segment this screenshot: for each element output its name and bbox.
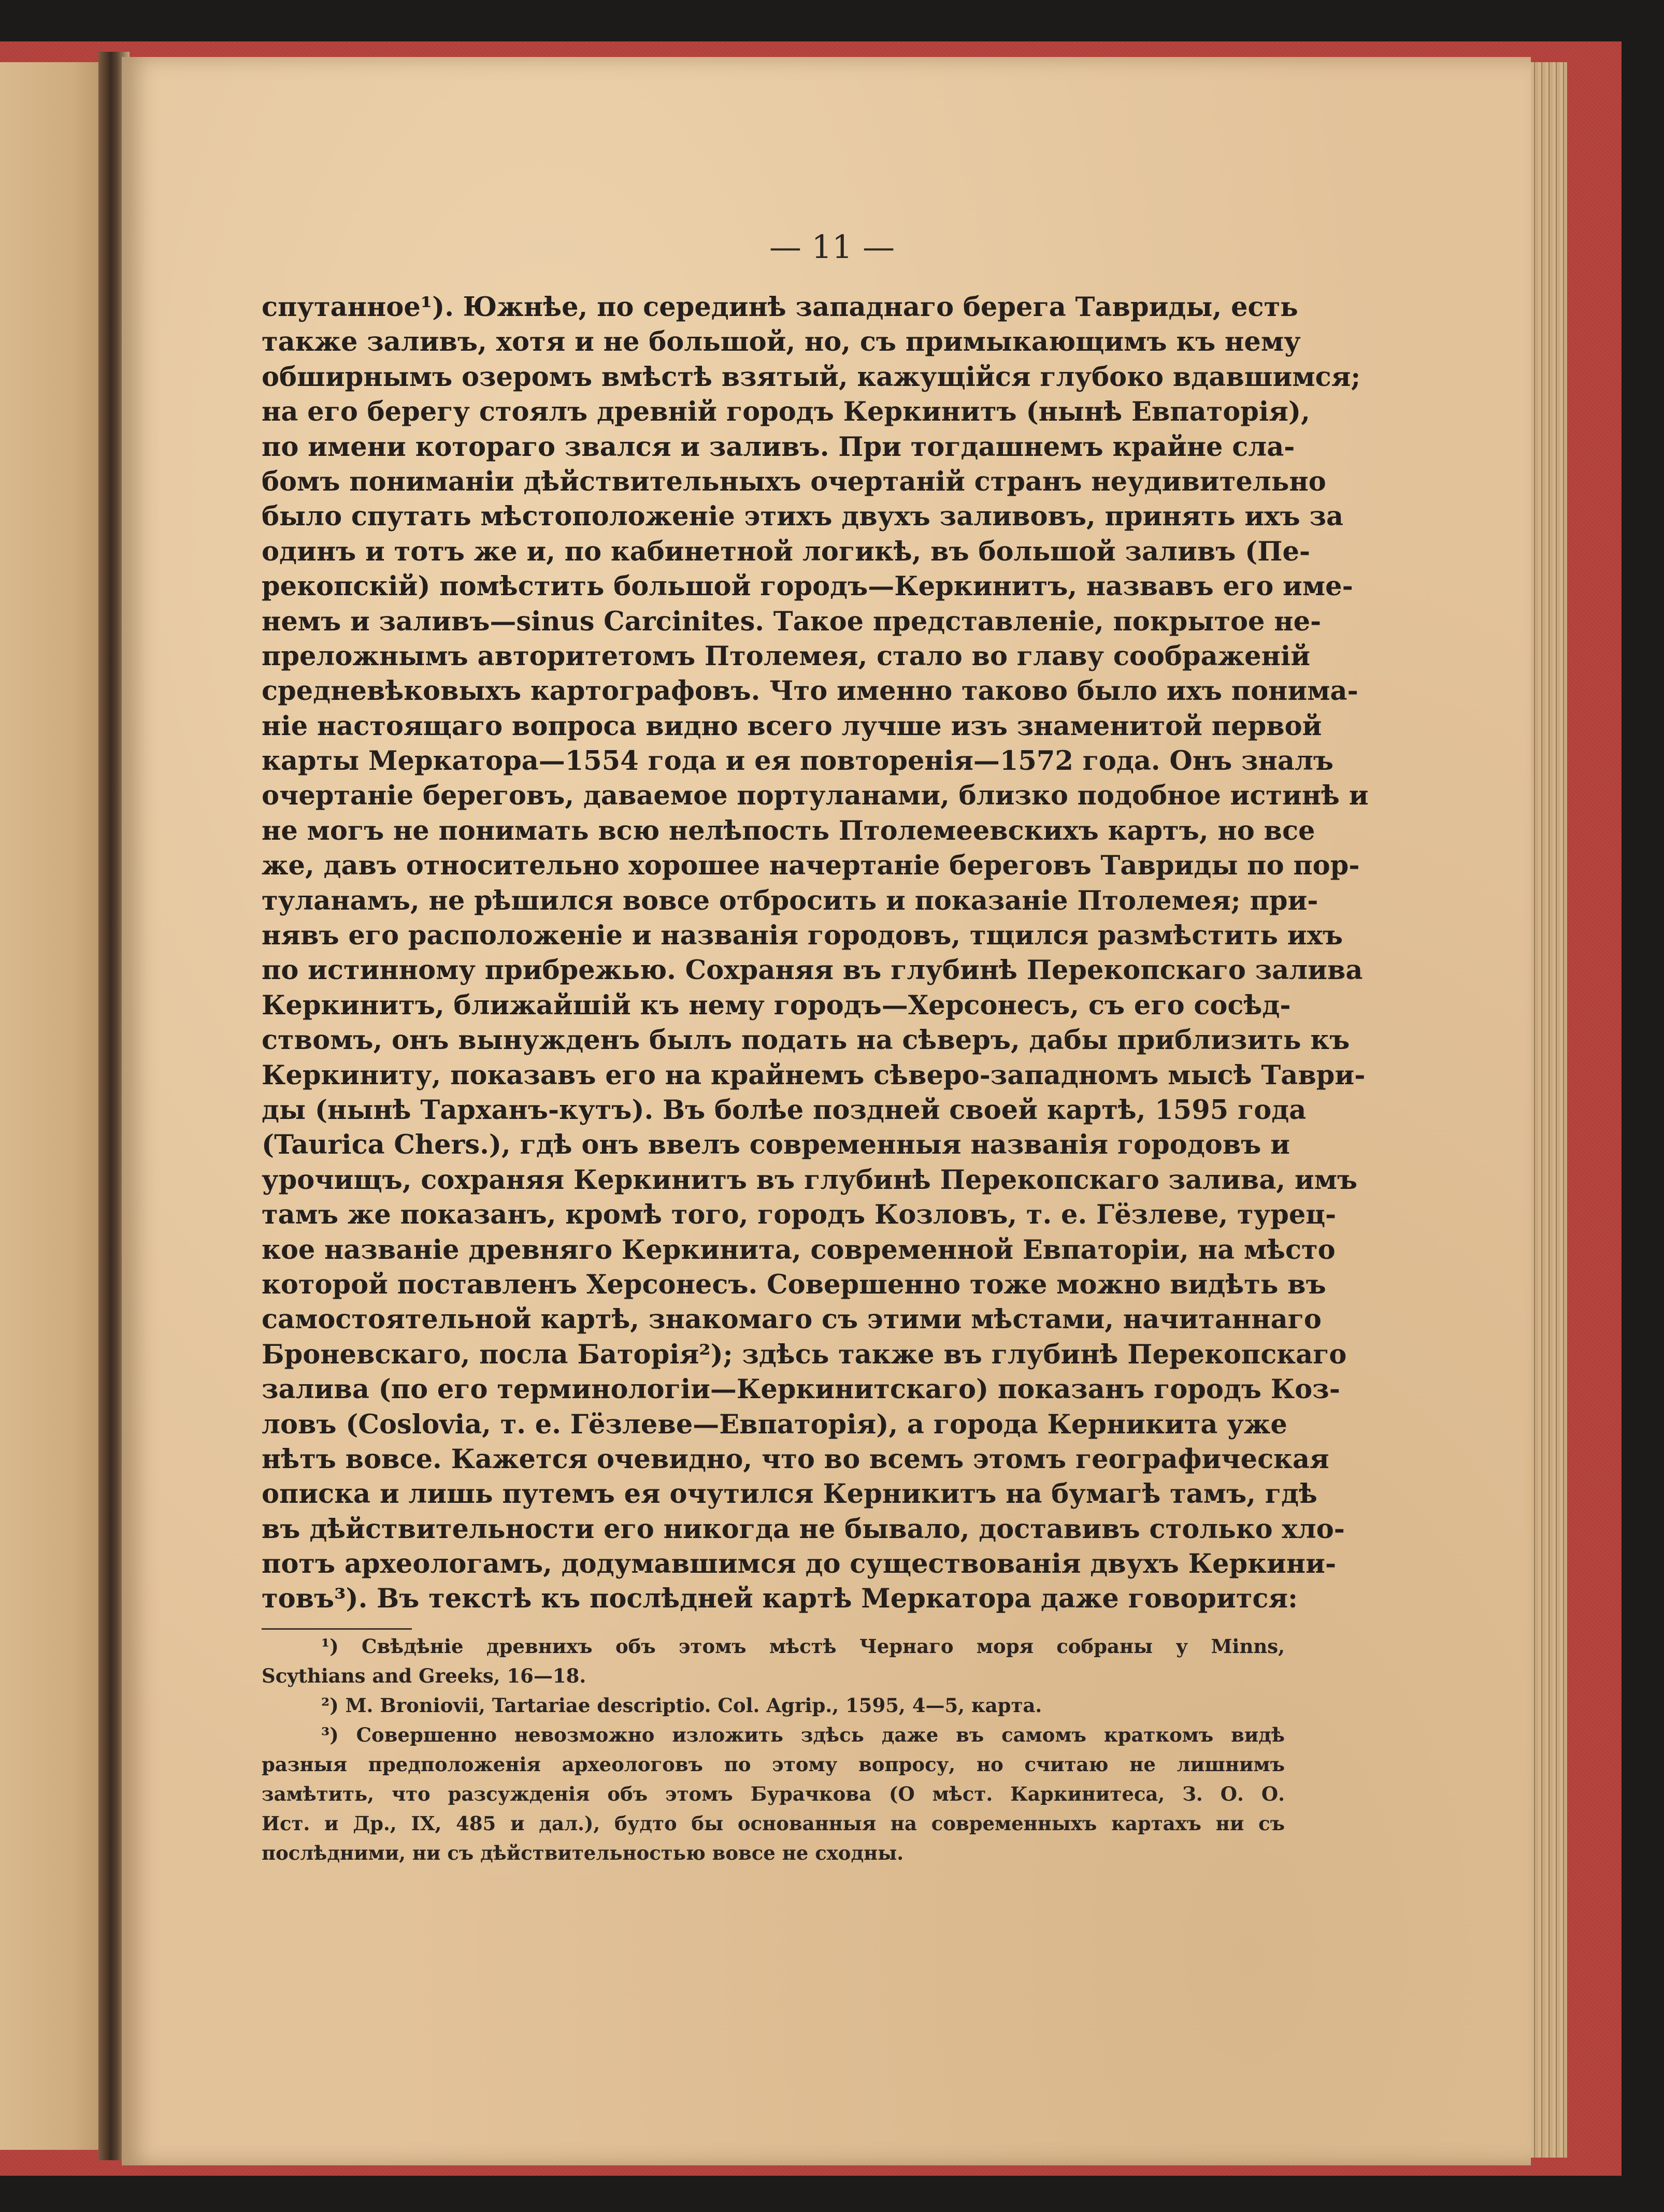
text-line: также заливъ, хотя и не большой, но, съ примыкающимъ къ нему bbox=[262, 326, 1301, 358]
footnote-line: послѣдними, ни съ дѣйствительностью вовсе не сходны. bbox=[262, 1842, 904, 1864]
text-line: ды (нынѣ Тарханъ-кутъ). Въ болѣе поздней своей картѣ, 1595 года bbox=[262, 1094, 1307, 1126]
footnote-line: ³) Совершенно невозможно изложить здѣсь даже въ самомъ краткомъ видѣ bbox=[321, 1723, 1285, 1746]
text-line: описка и лишь путемъ ея очутился Керникитъ на бумагѣ тамъ, гдѣ bbox=[262, 1478, 1317, 1510]
body-text bbox=[262, 290, 1369, 1617]
text-line: потъ археологамъ, додумавшимся до существованія двухъ Керкини- bbox=[262, 1548, 1337, 1580]
text-line: самостоятельной картѣ, знакомаго съ этими мѣстами, начитаннаго bbox=[262, 1304, 1322, 1335]
text-line: не могъ не понимать всю нелѣпость Птолемеевскихъ картъ, но все bbox=[262, 815, 1315, 846]
text-line: спутанное¹). Южнѣе, по серединѣ западнаго берега Тавриды, есть bbox=[262, 292, 1298, 323]
text-line: туланамъ, не рѣшился вовсе отбросить и показаніе Птолемея; при- bbox=[262, 885, 1318, 916]
page-number: — 11 — bbox=[769, 228, 895, 266]
footnote-line: ¹) Свѣдѣніе древнихъ объ этомъ мѣстѣ Чернаго моря собраны у Minns, bbox=[321, 1635, 1285, 1658]
footnote-line: ²) M. Broniovii, Tartariae descriptio. Col. Agrip., 1595, 4—5, карта. bbox=[321, 1694, 1042, 1717]
text-line: бомъ пониманіи дѣйствительныхъ очертаній странъ неудивительно bbox=[262, 466, 1326, 497]
text-line: Броневскаго, посла Баторія²); здѣсь также въ глубинѣ Перекопскаго bbox=[262, 1339, 1347, 1370]
footnote-line: замѣтить, что разсужденія объ этомъ Бурачкова (О мѣст. Каркинитеса, З. О. О. bbox=[262, 1783, 1285, 1805]
footnote-line: Scythians and Greeks, 16—18. bbox=[262, 1664, 586, 1687]
text-line: карты Меркатора—1554 года и ея повторенія—1572 года. Онъ зналъ bbox=[262, 745, 1334, 777]
text-line: одинъ и тотъ же и, по кабинетной логикѣ, въ большой заливъ (Пе- bbox=[262, 536, 1311, 567]
text-line: преложнымъ авторитетомъ Птолемея, стало во главу соображеній bbox=[262, 640, 1311, 672]
text-line: же, давъ относительно хорошее начертаніе береговъ Тавриды по пор- bbox=[262, 850, 1360, 882]
footnote-divider bbox=[262, 1628, 412, 1630]
text-line: залива (по его терминологіи—Керкинитскаго) показанъ городъ Коз- bbox=[262, 1374, 1340, 1405]
text-line: было спутать мѣстоположеніе этихъ двухъ заливовъ, принять ихъ за bbox=[262, 501, 1344, 533]
text-line: очертаніе береговъ, даваемое портуланами, близко подобное истинѣ и bbox=[262, 780, 1369, 812]
text-line: средневѣковыхъ картографовъ. Что именно таково было ихъ понима- bbox=[262, 676, 1358, 707]
text-line: Керкинитъ, ближайшій къ нему городъ—Херсонесъ, съ его сосѣд- bbox=[262, 989, 1291, 1021]
footnote-line: разныя предположенія археологовъ по этому вопросу, но считаю не лишнимъ bbox=[262, 1753, 1285, 1776]
text-line: немъ и заливъ—sinus Carcinites. Такое представленіе, покрытое не- bbox=[262, 606, 1322, 637]
text-line: кое названіе древняго Керкинита, современной Евпаторіи, на мѣсто bbox=[262, 1234, 1336, 1266]
text-line: въ дѣйствительности его никогда не бывало, доставивъ столько хло- bbox=[262, 1513, 1345, 1545]
text-line: которой поставленъ Херсонесъ. Совершенно тоже можно видѣть въ bbox=[262, 1269, 1326, 1300]
text-line: по истинному прибрежью. Сохраняя въ глубинѣ Перекопскаго залива bbox=[262, 955, 1363, 986]
text-line: Керкиниту, показавъ его на крайнемъ сѣверо-западномъ мысѣ Таври- bbox=[262, 1059, 1366, 1091]
text-line: по имени котораго звался и заливъ. При тогдашнемъ крайне сла- bbox=[262, 431, 1295, 463]
text-line: на его берегу стоялъ древній городъ Керкинитъ (нынѣ Евпаторія), bbox=[262, 396, 1310, 428]
left-page-edge bbox=[0, 62, 106, 2150]
text-line: ловъ (Coslovia, т. е. Гёзлеве—Евпаторія), а города Керникита уже bbox=[262, 1409, 1287, 1440]
footnote-line: Ист. и Др., IX, 485 и дал.), будто бы основанныя на современныхъ картахъ ни съ bbox=[262, 1812, 1285, 1835]
text-line: обширнымъ озеромъ вмѣстѣ взятый, кажущійся глубоко вдавшимся; bbox=[262, 361, 1361, 393]
text-line: тамъ же показанъ, кромѣ того, городъ Козловъ, т. е. Гёзлеве, турец- bbox=[262, 1199, 1337, 1231]
text-line: рекопскій) помѣстить большой городъ—Керкинитъ, назвавъ его име- bbox=[262, 571, 1353, 602]
page-stack-edges bbox=[1531, 62, 1567, 2158]
text-line: нявъ его расположеніе и названія городовъ, тщился размѣстить ихъ bbox=[262, 920, 1343, 952]
text-line: ніе настоящаго вопроса видно всего лучше изъ знаменитой первой bbox=[262, 710, 1322, 742]
text-line: товъ³). Въ текстѣ къ послѣдней картѣ Меркатора даже говорится: bbox=[262, 1583, 1298, 1615]
footnotes bbox=[262, 1632, 1285, 1868]
text-line: нѣтъ вовсе. Кажется очевидно, что во всемъ этомъ географическая bbox=[262, 1443, 1329, 1475]
text-line: (Taurica Chers.), гдѣ онъ ввелъ современныя названія городовъ и bbox=[262, 1129, 1290, 1161]
text-line: урочищъ, сохраняя Керкинитъ въ глубинѣ Перекопскаго залива, имъ bbox=[262, 1164, 1358, 1196]
text-line: ствомъ, онъ вынужденъ былъ подать на сѣверъ, дабы приблизить къ bbox=[262, 1025, 1350, 1056]
